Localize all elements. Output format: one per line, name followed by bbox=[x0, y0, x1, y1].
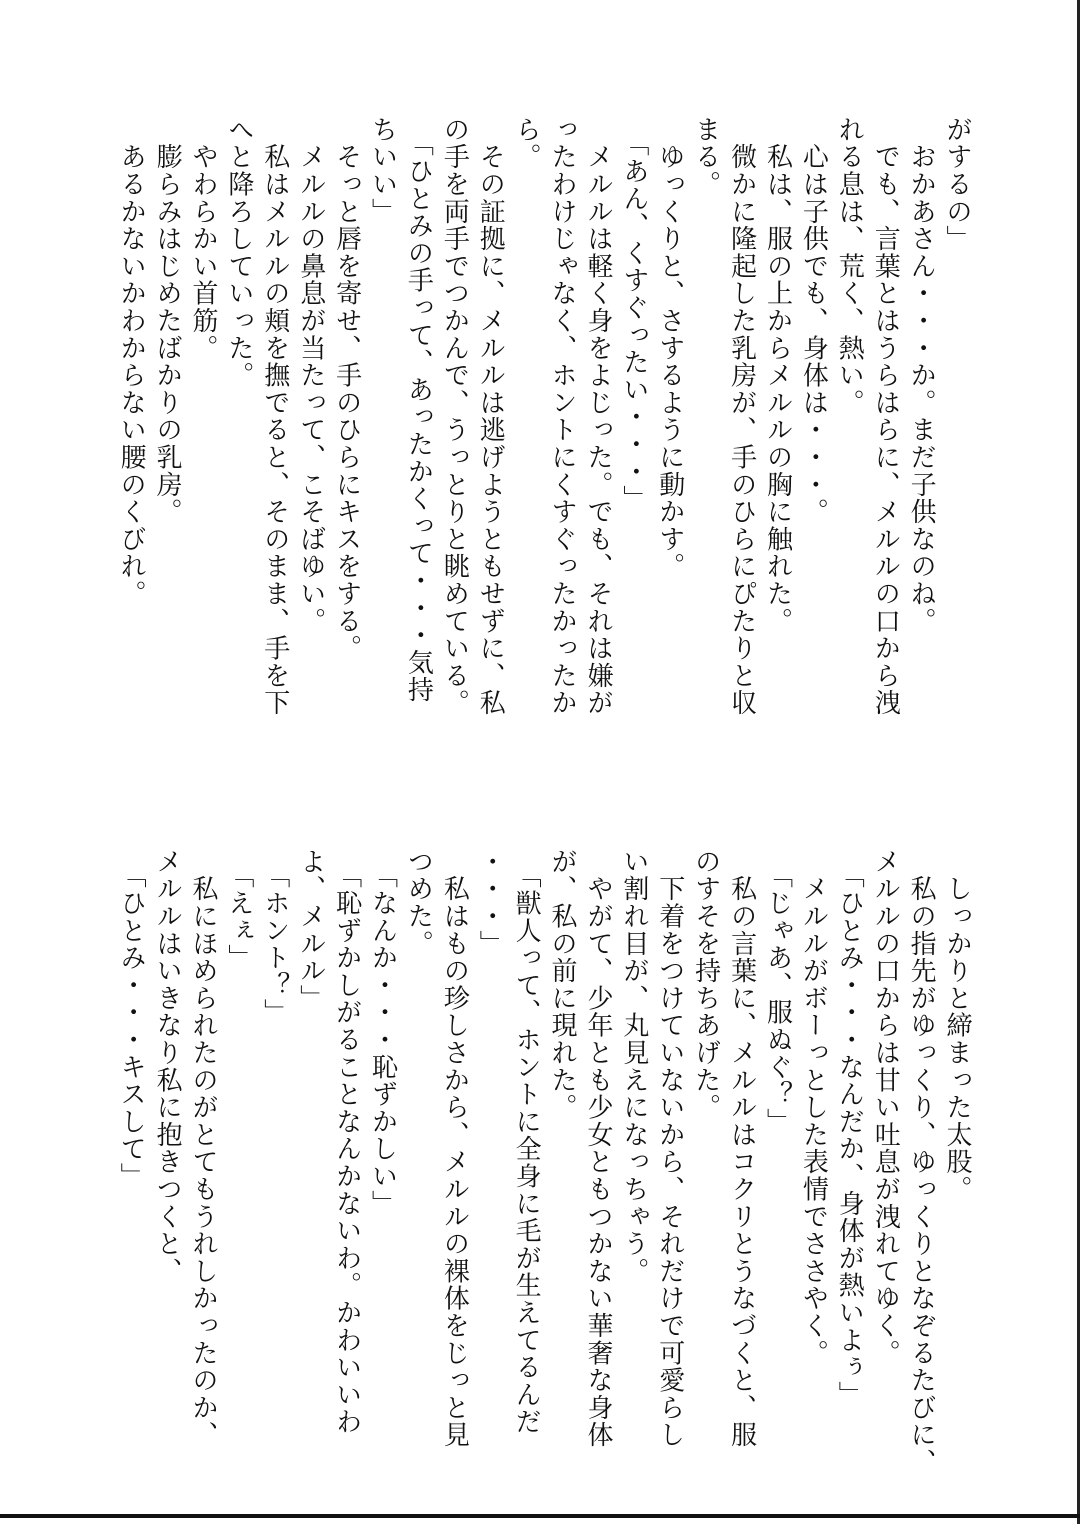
text-line: 下着をつけていないから、それだけで可愛らし bbox=[654, 848, 685, 1449]
text-line: ゆっくりと、さするように動かす。 bbox=[654, 116, 685, 581]
text-line: 「あん、くすぐったい・・・」 bbox=[618, 116, 649, 513]
page-edge-bottom bbox=[0, 1514, 1080, 1518]
text-line: そっと唇を寄せ、手のひらにキスをする。 bbox=[331, 116, 362, 662]
text-line: 「じゃあ、服ぬぐ？」 bbox=[762, 848, 793, 1136]
text-line: ったわけじゃなく、ホントにくすぐったかったか bbox=[547, 116, 578, 717]
text-line: れる息は、荒く、熱い。 bbox=[834, 116, 865, 417]
lower-text-block bbox=[112, 848, 974, 1508]
text-line: メルルの口からは甘い吐息が洩れてゆく。 bbox=[870, 848, 901, 1367]
text-line: メルルはいきなり私に抱きつくと、 bbox=[152, 848, 183, 1285]
text-line: 微かに隆起した乳房が、手のひらにぴたりと収 bbox=[726, 116, 757, 717]
text-line: 私はメルルの頬を撫でると、そのまま、手を下 bbox=[259, 116, 290, 717]
text-line: 心は子供でも、身体は・・・。 bbox=[798, 116, 829, 526]
text-line: 「ひとみ・・・なんだか、身体が熱いよぅ」 bbox=[834, 848, 865, 1409]
text-line: まる。 bbox=[690, 116, 721, 198]
text-line: おかあさん・・・か。まだ子供なのね。 bbox=[906, 116, 937, 635]
text-line: やわらかい首筋。 bbox=[187, 116, 218, 362]
text-line: 私の指先がゆっくり、ゆっくりとなぞるたびに、 bbox=[906, 848, 937, 1476]
text-line: やがて、少年とも少女ともつかない華奢な身体 bbox=[582, 848, 613, 1449]
text-line: メルルの鼻息が当たって、こそばゆい。 bbox=[295, 116, 326, 635]
text-line: 私にほめられたのがとてもうれしかったのか、 bbox=[187, 848, 218, 1449]
text-line: 私の言葉に、メルルはコクリとうなづくと、服 bbox=[726, 848, 757, 1449]
text-line: ちいい」 bbox=[367, 116, 398, 226]
text-line: 「なんか・・・恥ずかしい」 bbox=[367, 848, 398, 1218]
text-line: メルルは軽く身をよじった。でも、それは嫌が bbox=[582, 116, 613, 717]
text-line: 私は、服の上からメルルの胸に触れた。 bbox=[762, 116, 793, 635]
text-line: 「ホント？」 bbox=[259, 848, 290, 1027]
text-line: の手を両手でつかんで、うっとりと眺めている。 bbox=[439, 116, 470, 717]
text-line: 「ひとみの手って、あったかくって・・・気持 bbox=[403, 116, 434, 704]
text-line: メルルがボーっとした表情でささやく。 bbox=[798, 848, 829, 1367]
text-line: のすそを持ちあげた。 bbox=[690, 848, 721, 1121]
text-line: よ、メルル」 bbox=[295, 848, 326, 1012]
text-line: ら。 bbox=[511, 116, 542, 171]
text-line: 「えぇ」 bbox=[223, 848, 254, 972]
text-line: 膨らみはじめたばかりの乳房。 bbox=[152, 116, 183, 526]
text-line: 「恥ずかしがることなんかないわ。かわいいわ bbox=[331, 848, 362, 1436]
text-line: 「ひとみ・・・キスして」 bbox=[116, 848, 147, 1190]
text-line: 私はもの珍しさから、メルルの裸体をじっと見 bbox=[439, 848, 470, 1449]
text-line: ・・・」 bbox=[475, 848, 506, 958]
text-line: あるかないかわからない腰のくびれ。 bbox=[116, 116, 147, 608]
text-line: がするの」 bbox=[942, 116, 972, 253]
text-line: い割れ目が、丸見えになっちゃう。 bbox=[618, 848, 649, 1285]
text-line: その証拠に、メルルは逃げようともせずに、私 bbox=[475, 116, 506, 717]
text-line: しっかりと締まった太股。 bbox=[942, 848, 972, 1203]
text-line: が、私の前に現れた。 bbox=[547, 848, 578, 1121]
text-line: でも、言葉とはうらはらに、メルルの口から洩 bbox=[870, 116, 901, 717]
text-line: 「獣人って、ホントに全身に毛が生えてるんだ bbox=[511, 848, 542, 1436]
upper-text-block bbox=[112, 116, 974, 756]
text-line: へと降ろしていった。 bbox=[223, 116, 254, 389]
text-line: つめた。 bbox=[403, 848, 434, 958]
